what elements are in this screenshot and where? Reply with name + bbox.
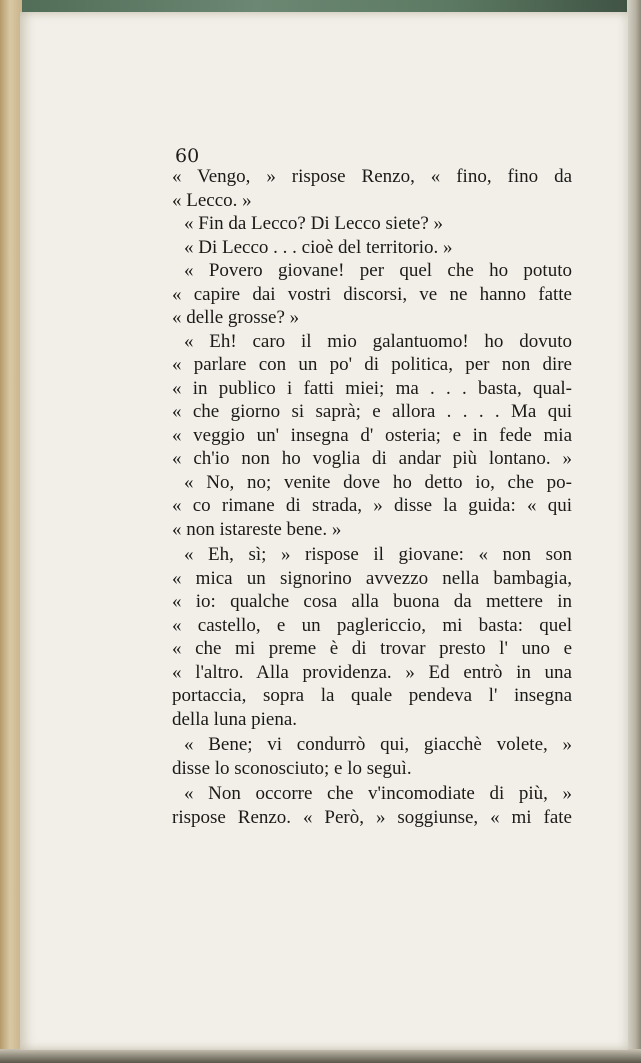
text-line: « mica un signorino avvezzo nella bambagia, <box>172 567 572 589</box>
text-line: rispose Renzo. « Però, » soggiunse, « mi fate <box>172 806 572 828</box>
text-line: « parlare con un po' di politica, per non dire <box>172 354 572 375</box>
text-line: « co rimane di strada, » disse la guida: « qui <box>172 495 572 516</box>
text-line: « Eh, sì; » rispose il giovane: « non son <box>184 544 572 565</box>
text-line: « castello, e un paglericcio, mi basta: quel <box>172 614 572 636</box>
book-page-stack-left <box>0 0 22 1063</box>
text-line: « Povero giovane! per quel che ho potuto <box>184 260 572 281</box>
text-line: « che mi preme è di trovar presto l' uno e <box>172 638 572 659</box>
text-line: « che giorno si saprà; e allora . . . . Ma qui <box>172 401 572 422</box>
text-line: « io: qualche cosa alla buona da mettere in <box>172 591 572 612</box>
text-line: « Bene; vi condurrò qui, giacchè volete, » <box>184 734 572 755</box>
text-line: « Fin da Lecco? Di Lecco siete? » <box>184 213 444 234</box>
text-line: « Di Lecco . . . cioè del territorio. » <box>184 236 453 258</box>
text-line: « l'altro. Alla providenza. » Ed entrò in una <box>172 661 572 683</box>
text-line: « Eh! caro il mio galantuomo! ho dovuto <box>184 330 572 352</box>
book-page-stack-right <box>627 0 641 1063</box>
book-page <box>20 12 628 1050</box>
text-line: « veggio un' insegna d' osteria; e in fede mia <box>172 424 572 446</box>
page-text <box>172 165 572 829</box>
text-line: « non istareste bene. » <box>172 518 342 540</box>
text-line: « ch'io non ho voglia di andar più lontano. » <box>172 448 572 469</box>
text-line: « delle grosse? » <box>172 307 300 328</box>
text-line: « Vengo, » rispose Renzo, « fino, fino da <box>172 166 572 187</box>
text-line: « Lecco. » <box>172 189 252 211</box>
book-edge-bottom <box>0 1049 641 1063</box>
text-line: portaccia, sopra la quale pendeva l' insegna <box>172 685 572 706</box>
text-line: « capire dai vostri discorsi, ve ne hanno fatte <box>172 283 572 305</box>
text-line: disse lo sconosciuto; e lo seguì. <box>172 757 412 779</box>
text-line: della luna piena. <box>172 708 298 730</box>
page-number: 60 <box>175 145 200 167</box>
text-line: « in publico i fatti miei; ma . . . basta, qual- <box>172 377 572 399</box>
text-line: « Non occorre che v'incomodiate di più, » <box>184 783 572 804</box>
text-line: « No, no; venite dove ho detto io, che po- <box>184 471 572 493</box>
